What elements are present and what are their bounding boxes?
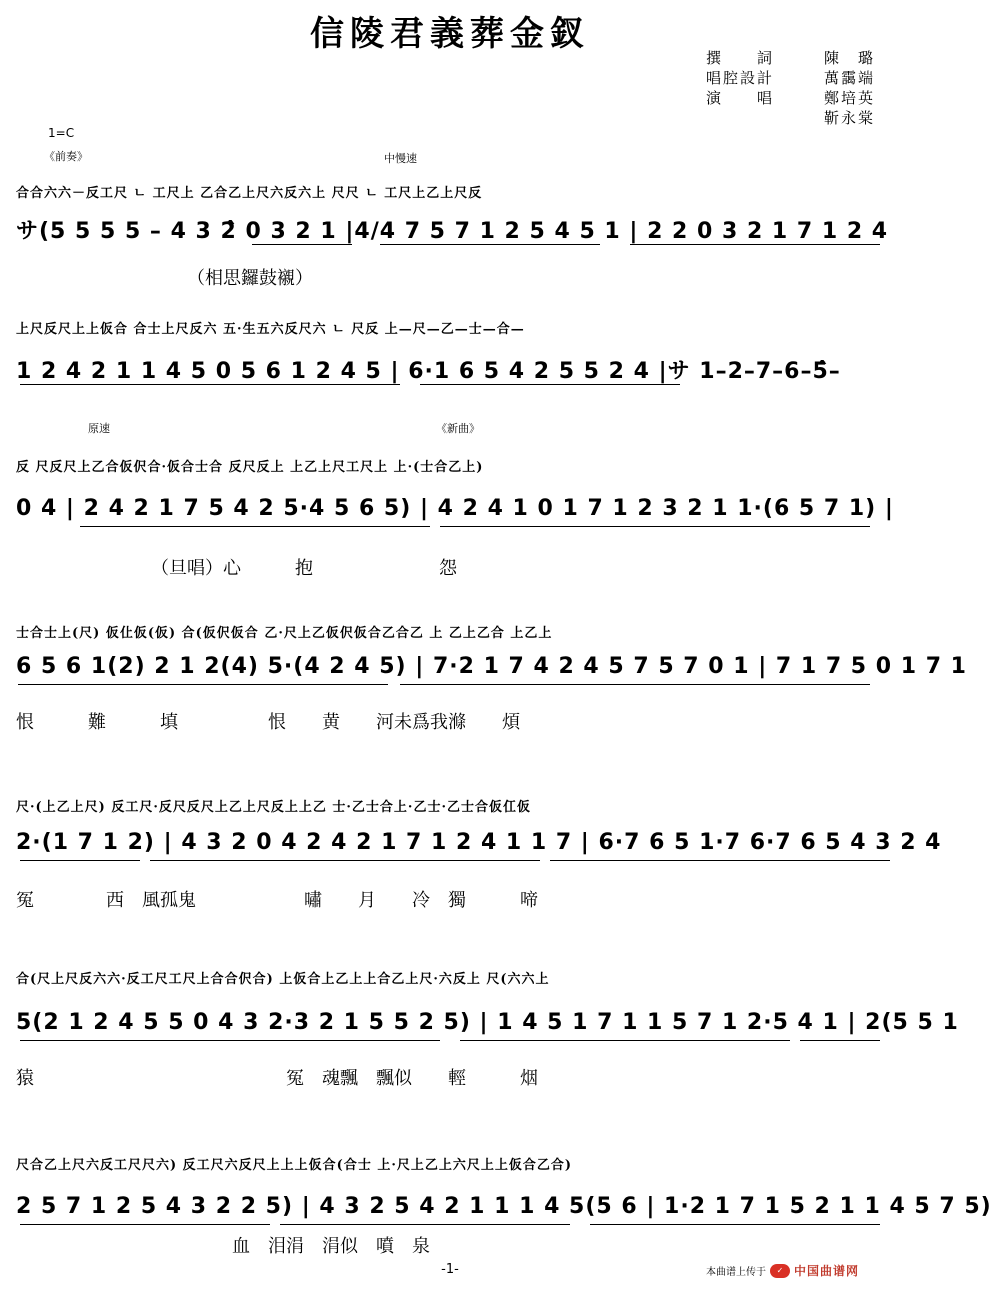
beam-line <box>280 1224 570 1225</box>
key-signature: 1=C <box>48 126 75 140</box>
beam-line <box>380 244 600 245</box>
beam-line <box>80 526 430 527</box>
credit-row <box>706 48 875 68</box>
beam-line <box>800 1040 880 1041</box>
source-attribution <box>706 1262 859 1279</box>
beam-line <box>590 1224 880 1225</box>
score-system <box>0 148 900 298</box>
jianpu-line: 2 5 7 1 2 5 4 3 2 2 5) | 4 3 2 5 4 2 1 1 1 4 5(5 6 | 1·2 1 7 1 5 2 1 1 4 5 7 5) <box>16 1194 992 1219</box>
beam-line <box>400 684 870 685</box>
credit-name: 靳永棠 <box>824 109 876 127</box>
jianpu-line: 2·(1 7 1 2) | 4 3 2 0 4 2 4 2 1 7 1 2 4 1 1 7 | 6·7 6 5 1·7 6·7 6 5 4 3 2 4 <box>16 830 942 855</box>
gongche-line: 合合六六－反工尺 ㄴ 工尺上 乙合乙上尺六反六上 尺尺 ㄴ 工尺上乙上尺反 <box>16 186 483 201</box>
credit-name: 萬靄端 <box>824 69 876 87</box>
beam-line <box>420 384 680 385</box>
lyrics-line: 冤 西 風孤鬼 嘯 月 冷 獨 啼 <box>16 890 538 911</box>
source-note: 本曲谱上传于 <box>706 1267 766 1278</box>
credits-block <box>706 48 875 128</box>
lyrics-line: 猿 冤 魂飄 飄似 輕 烟 <box>16 1068 538 1089</box>
beam-line <box>550 860 890 861</box>
score-system <box>0 960 959 1110</box>
tempo-annotation: 原速 <box>88 422 110 435</box>
beam-line <box>440 526 870 527</box>
gongche-line: 士合士上(尺) 仮仩仮(仮) 合(仮伬仮合 乙·尺上乙仮伬仮合乙合乙 上 乙上乙合 上乙上 <box>16 626 553 641</box>
section-annotation: 《前奏》 <box>44 150 88 163</box>
beam-line <box>630 244 880 245</box>
lyrics-line: 血 泪涓 涓似 噴 泉 <box>16 1236 430 1257</box>
lyrics-line: （旦唱）心 抱 怨 <box>16 558 457 579</box>
score-system <box>0 786 942 936</box>
beam-line <box>20 860 140 861</box>
score-system <box>0 420 900 579</box>
tempo-annotation: 中慢速 <box>384 152 417 165</box>
beam-line <box>150 860 540 861</box>
gongche-line: 反 尺反尺上乙合仮伬合·仮合士合 反尺反上 上乙上尺工尺上 上·(士合乙上) <box>16 460 484 475</box>
beam-line <box>460 1040 790 1041</box>
credit-name: 陳 璐 <box>824 49 876 67</box>
site-logo-text: 中国曲谱网 <box>794 1264 860 1278</box>
credit-row <box>706 68 875 88</box>
beam-line <box>20 384 400 385</box>
credit-role: 撰 詞 <box>706 49 775 67</box>
gongche-line: 尺合乙上尺六反工尺尺六) 反工尺六反尺上上上仮合(合士 上·尺上乙上六尺上上仮合乙合) <box>16 1158 573 1173</box>
gongche-line: 合(尺上尺反六六·反工尺工尺上合合伬合) 上仮合上乙上上合乙上尺·六反上 尺(六六上 <box>16 972 550 987</box>
page-number: -1- <box>441 1262 459 1277</box>
credit-role <box>706 108 824 128</box>
jianpu-line: 0 4 | 2 4 2 1 7 5 4 2 5·4 5 6 5) | 4 2 4 1 0 1 7 1 2 3 2 1 1·(6 5 7 1) | <box>16 496 894 521</box>
gongche-line: 上尺反尺上上仮合 合士上尺反六 五·生五六反尺六 ㄴ 尺反 上—尺—乙—士—合— <box>16 322 525 337</box>
score-system <box>0 604 967 754</box>
credit-row <box>706 88 875 108</box>
score-title: 信陵君義葬金釵 <box>310 14 590 54</box>
credit-role: 唱腔設計 <box>706 69 775 87</box>
jianpu-line: 6 5 6 1(2) 2 1 2(4) 5·(4 2 4 5) | 7·2 1 7 4 2 4 5 7 5 7 0 1 | 7 1 7 5 0 1 7 1 <box>16 654 967 679</box>
lyrics-line: 恨 難 填 恨 黄 河未爲我滌 煩 <box>16 712 520 733</box>
beam-line <box>18 684 388 685</box>
beam-line <box>20 1040 440 1041</box>
lyrics-line: （相思鑼鼓襯） <box>16 268 313 289</box>
credit-name: 鄭培英 <box>824 89 876 107</box>
jianpu-line: 5(2 1 2 4 5 5 0 4 3 2·3 2 1 5 5 2 5) | 1 4 5 1 7 1 1 5 7 1 2·5 4 1 | 2(5 5 1 <box>16 1010 959 1035</box>
beam-line <box>20 1224 270 1225</box>
credit-row <box>706 108 875 128</box>
beam-line <box>252 244 352 245</box>
jianpu-line: サ(5 5 5 5 – 4 3 2̂ 0 3 2 1 |4/4 7 5 7 1 2 5 4 5 1 | 2 2 0 3 2 1 7 1 2 4 <box>16 219 889 244</box>
jianpu-line: 1 2 4 2 1 1 4 5 0 5 6 1 2 4 5 | 6·1 6 5 4 2 5 5 2 4 |サ 1–2–7–6–5̂– <box>16 359 841 384</box>
credit-role: 演 唱 <box>706 89 775 107</box>
section-annotation: 《新曲》 <box>436 422 480 435</box>
site-logo-icon: ✓ <box>770 1264 790 1278</box>
gongche-line: 尺·(上乙上尺) 反工尺·反尺反尺上乙上尺反上上乙 士·乙士合上·乙士·乙士合仮仜仮 <box>16 800 531 815</box>
